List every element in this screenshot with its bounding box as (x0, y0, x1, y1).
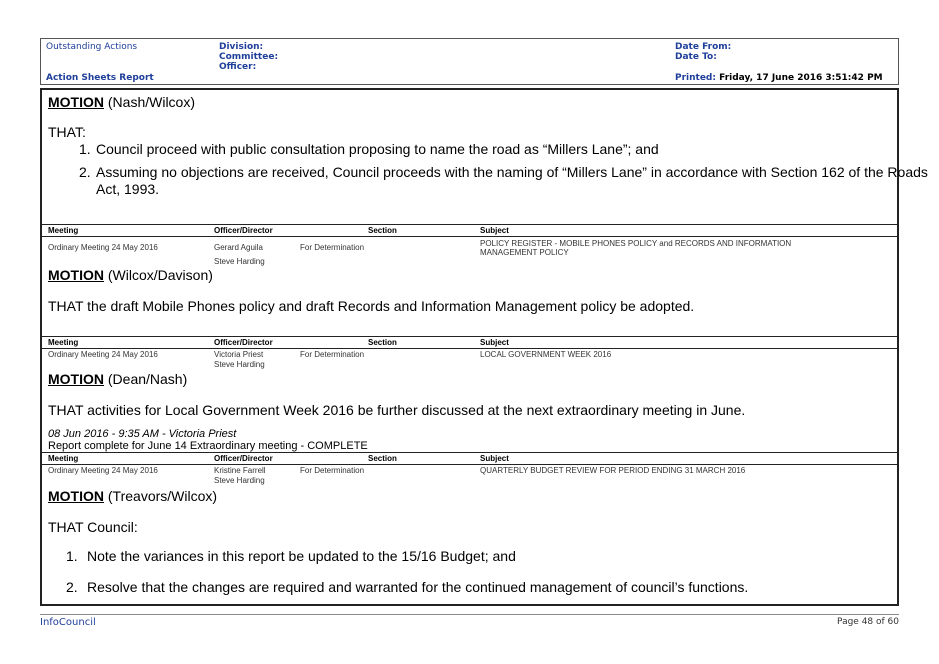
report-header (40, 38, 899, 85)
actions-body: MOTION (Nash/Wilcox) THAT: 1. Council proceed with public consultation proposing to name the road as “Millers Lane”; and 2. Assuming no objections are received, Council proceeds with the naming of “Millers Lane” in accordance with Section 162 of the Roads Act, 1993. Meeting Officer/Director Section Subject Ordinary Meeting 24 May 2016 Gerard Aguila Steve Harding For Determination POLICY REGISTER - MOBILE PHONES POLICY and RECORDS AND INFORMATION MANAGEMENT POLICY MOTION (Wilcox/Davison) THAT the draft Mobile Phones policy and draft Records and Information Management policy be adopted. Meeting Officer/Director Section Subject Ordinary Meeting 24 May 2016 Victoria Priest Steve Harding For Determination LOCAL GOVERNMENT WEEK 2016 MOTION (Dean/Nash) THAT activities for Local Government Week 2016 be further discussed at the next extraordinary meeting in June. 08 Jun 2016 - 9:35 AM - Victoria Priest Report complete for June 14 Extraordinary meeting - COMPLETE Meeting Officer/Director Section Subject Ordinary Meeting 24 May 2016 Kristine Farrell Steve Harding For Determination QUARTERLY BUDGET REVIEW FOR PERIOD ENDING 31 MARCH 2016 MOTION (Treavors/Wilcox) THAT Council: 1. Note the variances in this report be updated to the 15/16 Budget; and 2. Resolve that the changes are required and warranted for the continued management of council’s functions. (40, 88, 899, 606)
table-header: Meeting Officer/Director Section Subject (42, 336, 897, 349)
table-row: Ordinary Meeting 24 May 2016 Gerard Aguila Steve Harding For Determination POLICY REGISTER - MOBILE PHONES POLICY and RECORDS AND INFORMATION MANAGEMENT POLICY (48, 239, 792, 266)
footer-app-name: InfoCouncil (40, 617, 96, 628)
table-row: Ordinary Meeting 24 May 2016 Kristine Farrell Steve Harding For Determination QUARTERLY BUDGET REVIEW FOR PERIOD ENDING 31 MARCH 2016 (48, 466, 746, 485)
table-header: Meeting Officer/Director Section Subject (42, 452, 897, 465)
table-header: Meeting Officer/Director Section Subject (42, 224, 897, 237)
motion-label: MOTION (48, 488, 104, 504)
motion-heading (48, 267, 213, 283)
motion-movers: (Wilcox/Davison) (107, 267, 213, 283)
motion-heading (48, 371, 187, 387)
division-label: Division: (219, 42, 264, 52)
footer-divider (40, 614, 899, 615)
motion-heading (48, 94, 195, 110)
printed-label: Printed: (675, 73, 716, 83)
motion-intro: THAT Council: (48, 519, 138, 535)
table-row: Ordinary Meeting 24 May 2016 Victoria Priest Steve Harding For Determination LOCAL GOVERNMENT WEEK 2016 (48, 350, 612, 369)
footer-page-info: Page 48 of 60 (837, 617, 899, 627)
motion-heading (48, 488, 217, 504)
motion-movers: (Dean/Nash) (107, 371, 188, 387)
motion-text: THAT the draft Mobile Phones policy and draft Records and Information Management policy be adopted. (48, 298, 695, 314)
date-from-label: Date From: (675, 42, 732, 52)
committee-label: Committee: (219, 52, 279, 62)
motion-label: MOTION (48, 371, 104, 387)
report-name: Outstanding Actions (46, 42, 138, 52)
motion-label: MOTION (48, 94, 104, 110)
motion-movers: (Nash/Wilcox) (107, 94, 196, 110)
motion-movers: (Treavors/Wilcox) (107, 488, 218, 504)
report-type: Action Sheets Report (46, 73, 154, 83)
motion-intro: THAT: (48, 124, 86, 140)
action-note-date: 08 Jun 2016 - 9:35 AM - Victoria Priest (48, 428, 237, 440)
motion-text: THAT activities for Local Government Week 2016 be further discussed at the next extraordinary meeting in June. (48, 402, 746, 418)
motion-label: MOTION (48, 267, 104, 283)
printed-line (675, 73, 883, 84)
date-to-label: Date To: (675, 52, 717, 62)
action-note-text: Report complete for June 14 Extraordinary meeting - COMPLETE (48, 440, 368, 452)
officer-label: Officer: (219, 62, 257, 72)
printed-value: Friday, 17 June 2016 3:51:42 PM (719, 73, 883, 83)
